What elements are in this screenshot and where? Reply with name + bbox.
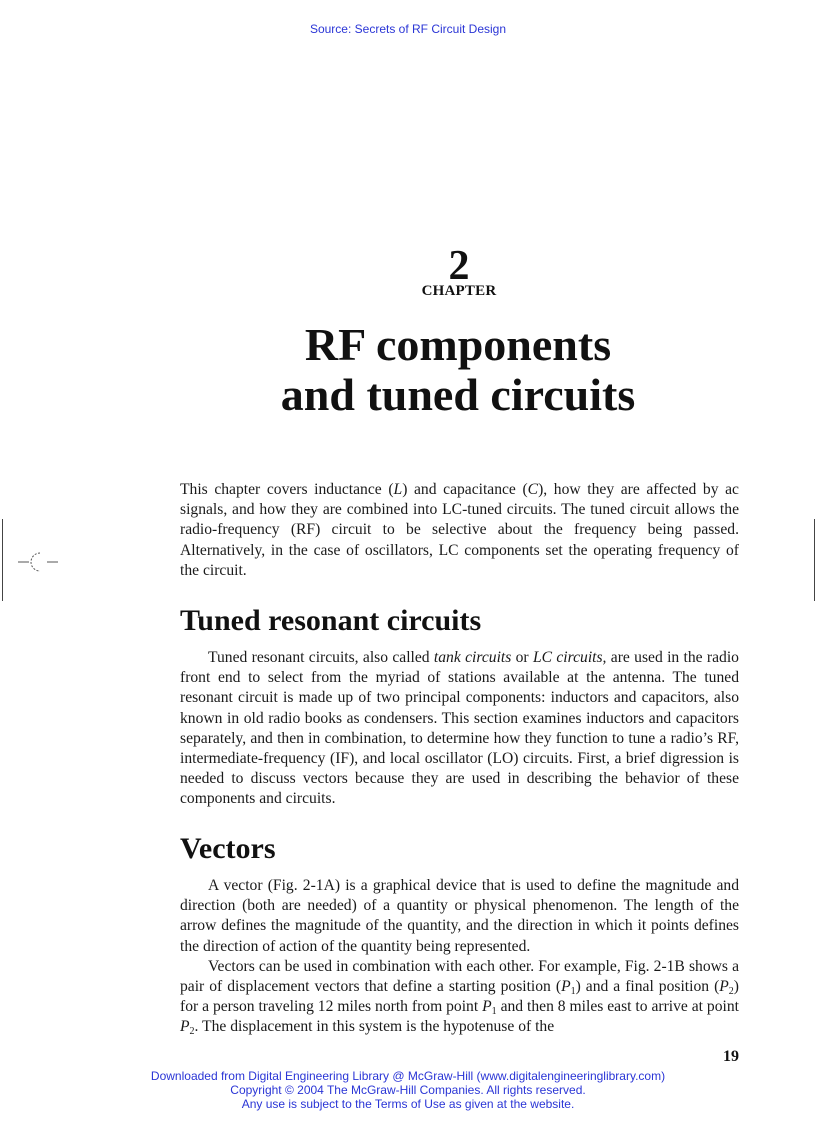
vectors-paragraph-1: A vector (Fig. 2-1A) is a graphical device that is used to define the magnitude and direction (both are needed) of a quantity or physical phenomenon. The length of the arrow defines the magnitude of the quantity, and the direction in which it points defines the direction of action of the quantity being represented.	[180, 877, 739, 955]
chapter-title-line-2: and tuned circuits	[280, 369, 636, 420]
section-heading-vectors: Vectors	[180, 832, 276, 865]
registration-mark-icon	[18, 549, 58, 575]
footer-download-link[interactable]: Downloaded from Digital Engineering Library @ McGraw-Hill (www.digitalengineeringlibrary.com)	[150, 1069, 666, 1083]
vectors-paragraphs	[180, 876, 739, 1038]
chapter-title	[220, 320, 696, 420]
footer-notice	[0, 1069, 816, 1111]
footer-copyright: Copyright © 2004 The McGraw-Hill Companies. All rights reserved.	[230, 1083, 586, 1097]
crop-mark-left	[2, 519, 3, 601]
crop-mark-right	[814, 519, 815, 601]
tuned-circuits-paragraph: Tuned resonant circuits, also called tank circuits or LC circuits, are used in the radio front end to select from the myriad of stations available at the antenna. The tuned resonant circuit is made up of two principal components: inductors and capacitors, also known in old radio books as condensers. This section examines inductors and capacitors separately, and then in combination, to determine how they function to tune a radio’s RF, intermediate-frequency (IF), and local oscillator (LO) circuits. First, a brief digression is needed to discuss vectors because they are used in describing the behavior of these components and circuits.	[180, 649, 739, 808]
intro-paragraph: This chapter covers inductance (L) and capacitance (C), how they are affected by ac signals, and how they are combined into LC-tuned circuits. The tuned circuit allows the radio-frequency (RF) circuit to be selective about the frequency being passed. Alternatively, in the case of oscillators, LC components set the operating frequency of the circuit.	[180, 481, 739, 579]
source-link[interactable]: Source: Secrets of RF Circuit Design	[309, 22, 507, 36]
vectors-paragraph-2: Vectors can be used in combination with each other. For example, Fig. 2-1B shows a pair of displacement vectors that define a starting position $(P_1)$ and a final position $(P_2)$ for a person traveling 12 miles north from point $P_1$ and then 8 miles east to arrive at point $P_2$. The displacement in this system is the hypotenuse of the	[180, 957, 739, 1038]
chapter-title-line-1: RF components	[304, 319, 612, 370]
section-heading-tuned-resonant-circuits: Tuned resonant circuits	[180, 604, 482, 637]
chapter-label: CHAPTER	[421, 283, 497, 299]
footer-terms-link[interactable]: Any use is subject to the Terms of Use as given at the website.	[241, 1097, 575, 1111]
page-number: 19	[723, 1048, 739, 1065]
chapter-number: 2	[448, 243, 470, 289]
